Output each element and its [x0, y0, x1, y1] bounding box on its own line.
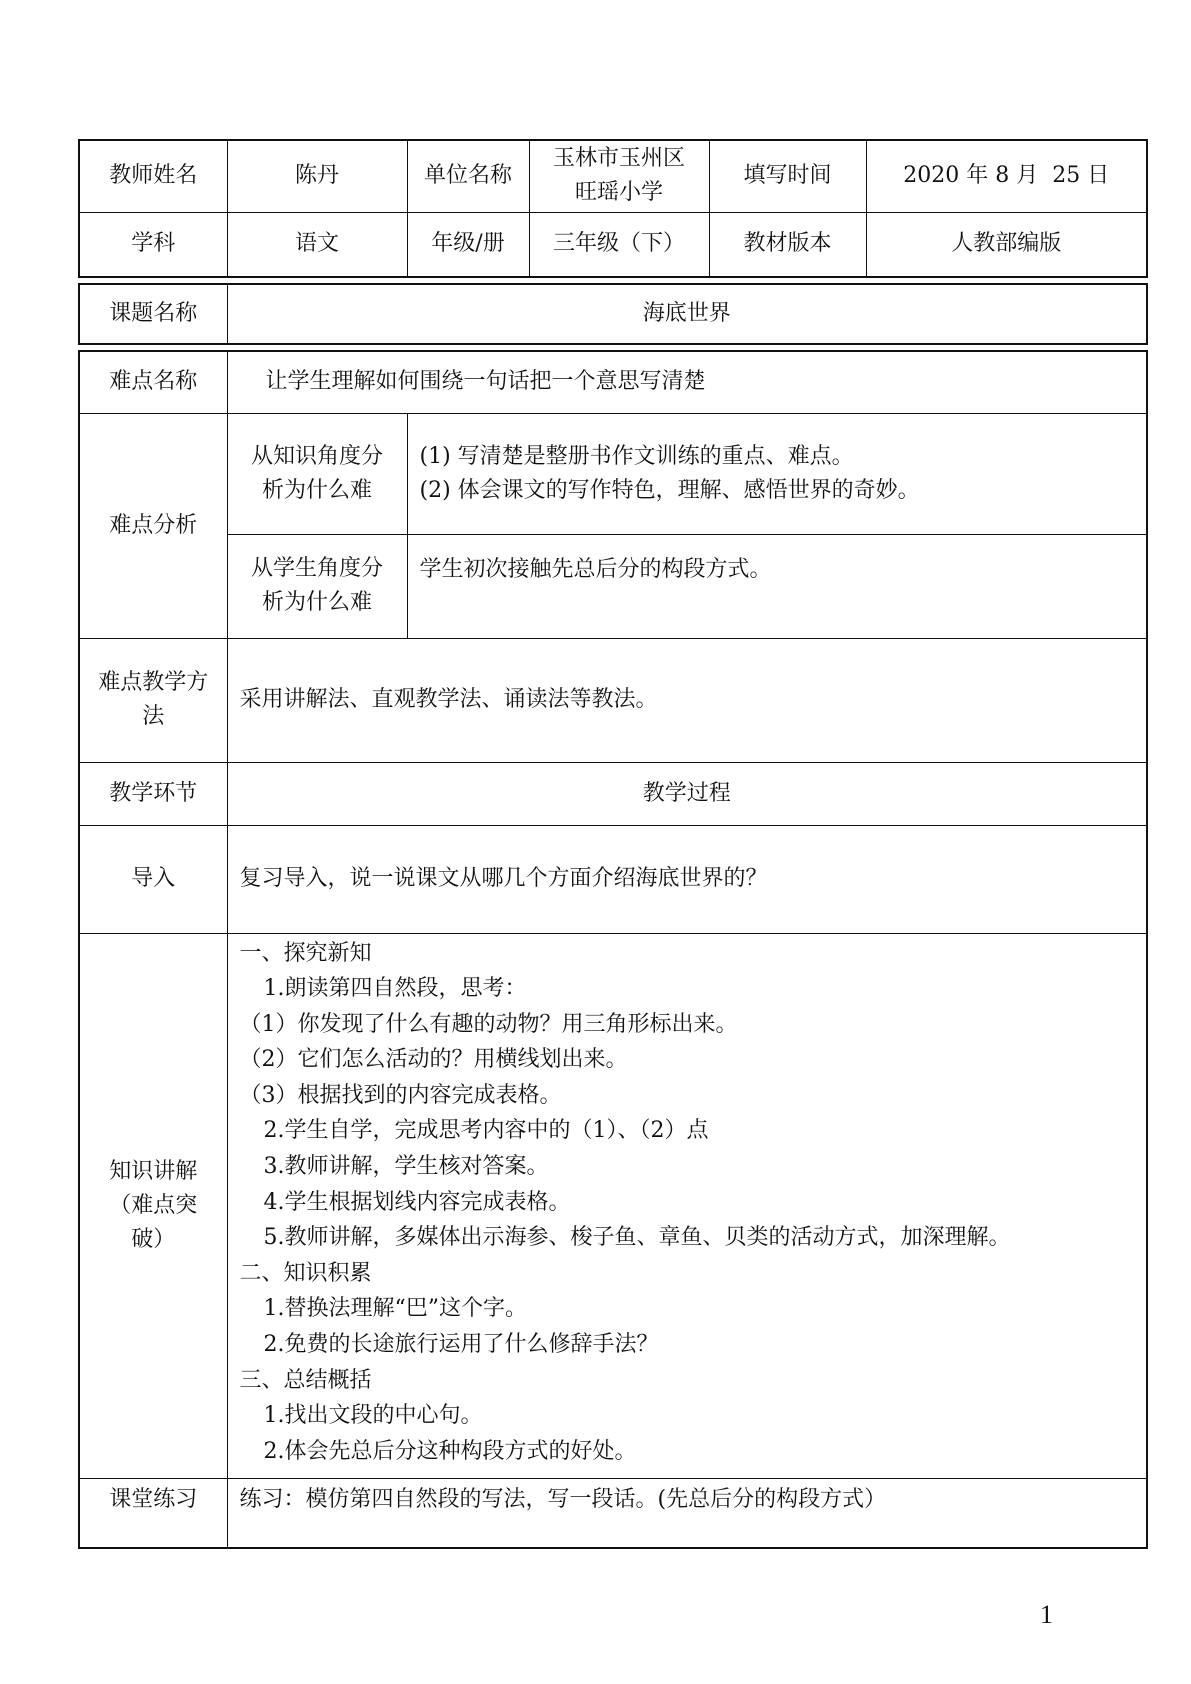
unit-name-line2: 旺瑶小学	[574, 180, 663, 206]
student-angle-label	[227, 534, 407, 638]
process-line: 3.教师讲解，学生核对答案。	[263, 1154, 549, 1180]
knowledge-point-1: (1) 写清楚是整册书作文训练的重点、难点。	[419, 443, 854, 469]
info-row-1	[79, 140, 1147, 212]
topic-label: 课题名称	[79, 284, 227, 344]
process-line: 二、知识积累	[239, 1260, 372, 1286]
knowledge-angle-label-2: 析为什么难	[261, 477, 372, 503]
practice-label: 课堂练习	[79, 1478, 227, 1548]
intro-row	[79, 825, 1147, 933]
knowledge-angle-content	[407, 413, 1147, 534]
lesson-plan-form	[78, 139, 1146, 1549]
edition-label: 教材版本	[709, 212, 866, 277]
method-label-2: 法	[142, 704, 165, 729]
knowledge-label-1: 知识讲解	[109, 1158, 198, 1184]
process-line: 一、探究新知	[239, 940, 372, 966]
info-table	[78, 139, 1148, 278]
process-header-right: 教学过程	[227, 762, 1147, 825]
process-line: （1）你发现了什么有趣的动物？用三角形标出来。	[239, 1011, 738, 1037]
process-line: 2.免费的长途旅行运用了什么修辞手法？	[263, 1332, 659, 1358]
process-line: 5.教师讲解，多媒体出示海参、梭子鱼、章鱼、贝类的活动方式，加深理解。	[263, 1225, 1011, 1251]
knowledge-label-3: 破）	[131, 1226, 176, 1252]
process-line: 2.体会先总后分这种构段方式的好处。	[263, 1438, 637, 1464]
process-line: 1.替换法理解“巴”这个字。	[263, 1296, 527, 1322]
knowledge-label	[79, 933, 227, 1478]
process-header-left: 教学环节	[79, 762, 227, 825]
intro-value: 复习导入，说一说课文从哪几个方面介绍海底世界的？	[227, 825, 1147, 933]
topic-table	[78, 283, 1148, 345]
process-line: 2.学生自学，完成思考内容中的（1）、（2）点	[263, 1118, 709, 1144]
knowledge-angle-label-1: 从知识角度分	[250, 443, 383, 469]
difficulty-value: 让学生理解如何围绕一句话把一个意思写清楚	[227, 351, 1147, 413]
student-angle-label-2: 析为什么难	[261, 590, 372, 615]
edition-value: 人教部编版	[866, 212, 1147, 277]
difficulty-row	[79, 351, 1147, 413]
unit-label: 单位名称	[407, 140, 529, 212]
subject-label: 学科	[79, 212, 227, 277]
main-table	[78, 350, 1148, 1549]
method-label	[79, 638, 227, 762]
knowledge-angle-label	[227, 413, 407, 534]
process-header-row	[79, 762, 1147, 825]
method-label-1: 难点教学方	[98, 670, 209, 695]
topic-value: 海底世界	[227, 284, 1147, 344]
date-value: 2020 年 8 月 25 日	[866, 140, 1147, 212]
student-angle-content: 学生初次接触先总后分的构段方式。	[407, 534, 1147, 638]
analysis-row-knowledge	[79, 413, 1147, 534]
knowledge-point-2: (2) 体会课文的写作特色，理解、感悟世界的奇妙。	[419, 477, 920, 503]
process-line: 4.学生根据划线内容完成表格。	[263, 1189, 571, 1215]
method-row	[79, 638, 1147, 762]
process-line: 三、总结概括	[239, 1367, 372, 1393]
grade-label: 年级/册	[407, 212, 529, 277]
info-row-2	[79, 212, 1147, 277]
grade-value: 三年级（下）	[529, 212, 709, 277]
intro-label: 导入	[79, 825, 227, 933]
subject-value: 语文	[227, 212, 407, 277]
process-line: （3）根据找到的内容完成表格。	[239, 1082, 562, 1108]
analysis-row-student	[79, 534, 1147, 638]
practice-value: 练习：模仿第四自然段的写法，写一段话。(先总后分的构段方式）	[227, 1478, 1147, 1548]
knowledge-row	[79, 933, 1147, 1478]
unit-name	[529, 140, 709, 212]
analysis-label: 难点分析	[79, 413, 227, 638]
knowledge-content	[227, 933, 1147, 1478]
unit-name-line1: 玉林市玉州区	[552, 146, 685, 172]
difficulty-label: 难点名称	[79, 351, 227, 413]
date-label: 填写时间	[709, 140, 866, 212]
process-line: （2）它们怎么活动的？用横线划出来。	[239, 1047, 628, 1073]
practice-row	[79, 1478, 1147, 1548]
process-line: 1.朗读第四自然段，思考：	[263, 976, 527, 1002]
method-value: 采用讲解法、直观教学法、诵读法等教法。	[227, 638, 1147, 762]
teacher-name: 陈丹	[227, 140, 407, 212]
process-line: 1.找出文段的中心句。	[263, 1403, 483, 1429]
teacher-label: 教师姓名	[79, 140, 227, 212]
page-number: 1	[1040, 1600, 1053, 1629]
knowledge-label-2: （难点突	[109, 1192, 198, 1218]
student-angle-label-1: 从学生角度分	[250, 556, 383, 581]
